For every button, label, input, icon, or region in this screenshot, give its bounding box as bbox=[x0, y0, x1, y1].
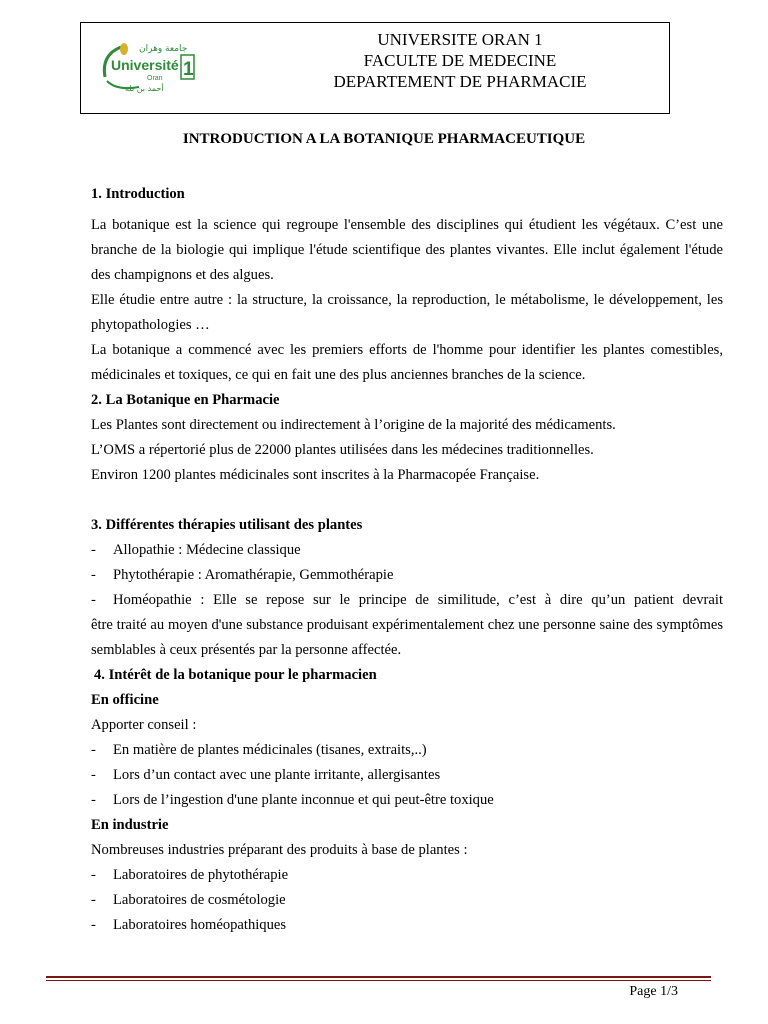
section-2-heading: 2. La Botanique en Pharmacie bbox=[91, 392, 280, 408]
industrie-item bbox=[91, 888, 723, 913]
therapy-item-text: Allopathie : Médecine classique bbox=[113, 542, 301, 558]
university-name: UNIVERSITE ORAN 1 bbox=[377, 30, 543, 49]
officine-intro: Apporter conseil : bbox=[91, 717, 197, 733]
bullet-mark: - bbox=[91, 792, 96, 808]
officine-item bbox=[91, 763, 723, 788]
department-name: DEPARTEMENT DE PHARMACIE bbox=[333, 72, 587, 91]
therapy-item bbox=[91, 588, 723, 613]
therapy-item bbox=[91, 538, 723, 563]
officine-item bbox=[91, 738, 723, 763]
pharmacy-line-1: Les Plantes sont directement ou indirectement à l’origine de la majorité des médicaments. bbox=[91, 417, 616, 433]
intro-paragraph-3: La botanique a commencé avec les premiers efforts de l'homme pour identifier les plantes comestibles, médicinales et toxiques, ce qui en fait une des plus anciennes branches de la science. bbox=[91, 342, 723, 383]
svg-text:أحمد بن بلة: أحمد بن بلة bbox=[125, 84, 164, 93]
industrie-item-text: Laboratoires homéopathiques bbox=[113, 917, 287, 933]
page-number: Page 1/3 bbox=[629, 984, 678, 999]
university-logo bbox=[99, 37, 197, 95]
document-body bbox=[91, 182, 723, 938]
pharmacy-line-2: L’OMS a répertorié plus de 22000 plantes utilisées dans les médecines traditionnelles. bbox=[91, 442, 594, 458]
section-3-heading: 3. Différentes thérapies utilisant des plantes bbox=[91, 517, 363, 533]
therapy-item bbox=[91, 563, 723, 588]
industrie-item-text: Laboratoires de phytothérapie bbox=[113, 867, 289, 883]
header-lines bbox=[251, 29, 669, 92]
bullet-mark: - bbox=[91, 742, 96, 758]
document-title: INTRODUCTION A LA BOTANIQUE PHARMACEUTIQUE bbox=[182, 131, 586, 147]
officine-item bbox=[91, 788, 723, 813]
therapy-item-text: Homéopathie : Elle se repose sur le principe de similitude, c’est à dire qu’un patient devrait bbox=[113, 592, 723, 608]
bullet-mark: - bbox=[91, 892, 96, 908]
intro-paragraph-2: Elle étudie entre autre : la structure, la croissance, la reproduction, le métabolisme, le développement, les phytopathologies … bbox=[91, 292, 723, 333]
header-box bbox=[80, 22, 670, 114]
faculty-name: FACULTE DE MEDECINE bbox=[363, 51, 557, 70]
therapy-item-continuation: être traité au moyen d'une substance produisant expérimentalement chez une personne saine des symptômes semblables à ceux présentés par la personne affectée. bbox=[91, 617, 723, 658]
industrie-item bbox=[91, 863, 723, 888]
intro-paragraph-1: La botanique est la science qui regroupe l'ensemble des disciplines qui étudient les végétaux. C’est une branche de la biologie qui implique l'étude scientifique des plantes vivantes. Elle inclut également l'étude des champignons et des algues. bbox=[91, 217, 723, 283]
bullet-mark: - bbox=[91, 567, 96, 583]
svg-text:جامعة وهران: جامعة وهران bbox=[139, 44, 188, 54]
section-4-heading: 4. Intérêt de la botanique pour le pharmacien bbox=[94, 667, 377, 683]
industrie-subheading: En industrie bbox=[91, 817, 169, 833]
svg-text:Oran: Oran bbox=[147, 75, 163, 82]
officine-subheading: En officine bbox=[91, 692, 159, 708]
svg-text:Université: Université bbox=[111, 57, 179, 73]
svg-text:1: 1 bbox=[183, 59, 194, 80]
industrie-item-text: Laboratoires de cosmétologie bbox=[113, 892, 286, 908]
pharmacy-line-3: Environ 1200 plantes médicinales sont inscrites à la Pharmacopée Française. bbox=[91, 467, 540, 483]
footer-rule bbox=[46, 980, 711, 981]
industrie-intro: Nombreuses industries préparant des produits à base de plantes : bbox=[91, 842, 468, 858]
footer-rule bbox=[46, 976, 711, 978]
section-1-heading: 1. Introduction bbox=[91, 186, 185, 202]
therapy-item-text: Phytothérapie : Aromathérapie, Gemmothérapie bbox=[113, 567, 394, 583]
bullet-mark: - bbox=[91, 917, 96, 933]
bullet-mark: - bbox=[91, 542, 96, 558]
officine-item-text: En matière de plantes médicinales (tisanes, extraits,..) bbox=[113, 742, 427, 758]
officine-item-text: Lors de l’ingestion d'une plante inconnue et qui peut-être toxique bbox=[113, 792, 494, 808]
industrie-item bbox=[91, 913, 723, 938]
officine-item-text: Lors d’un contact avec une plante irritante, allergisantes bbox=[113, 767, 441, 783]
bullet-mark: - bbox=[91, 767, 96, 783]
bullet-mark: - bbox=[91, 592, 96, 608]
bullet-mark: - bbox=[91, 867, 96, 883]
